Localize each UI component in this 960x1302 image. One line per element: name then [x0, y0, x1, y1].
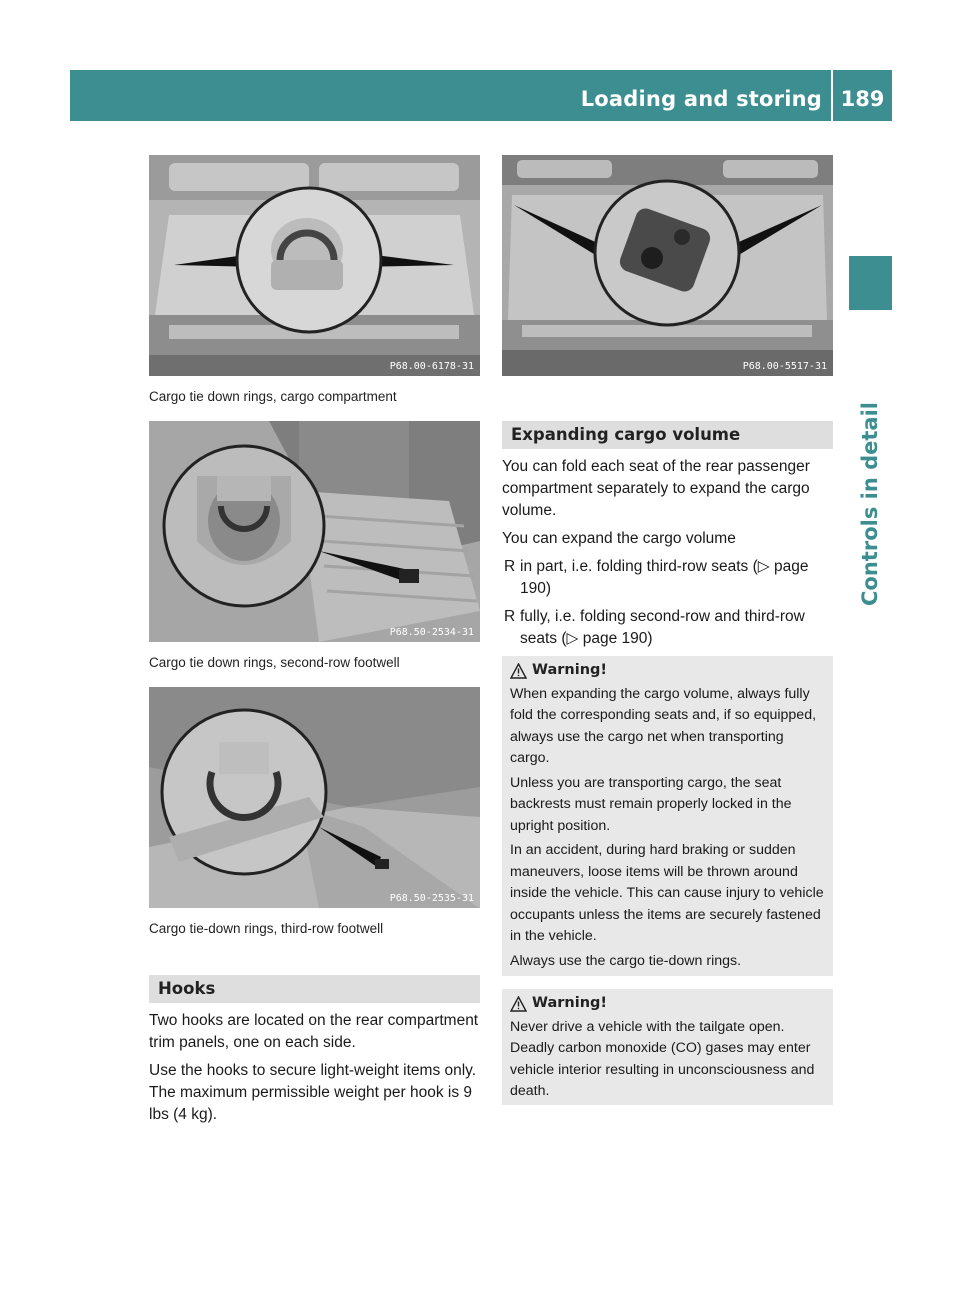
- photo-third-row-footwell: [149, 687, 480, 908]
- caption-second-row-footwell: Cargo tie down rings, second-row footwell: [149, 655, 400, 670]
- chapter-label: Controls in detail: [858, 402, 882, 606]
- warning-title: Warning!: [532, 662, 608, 678]
- expanding-bullet-list: [502, 556, 842, 650]
- bullet-marker: R: [504, 558, 516, 575]
- caption-third-row-footwell: Cargo tie-down rings, third-row footwell: [149, 921, 384, 936]
- warning-paragraph: When expanding the cargo volume, always fully fold the corresponding seats and, if so equipped, always use the cargo net when transporting cargo.: [510, 685, 817, 766]
- warning-box: [502, 656, 833, 976]
- bullet-marker: R: [504, 608, 516, 625]
- list-item: [502, 606, 842, 650]
- expanding-body: [502, 456, 842, 656]
- image-ref-code: P68.00-5517-31: [742, 361, 827, 372]
- photo-cargo-floor-ring: [502, 155, 833, 376]
- warning-paragraph: Always use the cargo tie-down rings.: [510, 952, 742, 969]
- warning-paragraph: In an accident, during hard braking or sudden maneuvers, loose items will be thrown around inside the vehicle. This can cause injury to vehicle occupants unless the items are securely fastened in the vehicle.: [510, 842, 824, 944]
- bullet-text: in part, i.e. folding third-row seats (▷ page 190): [520, 558, 809, 597]
- image-ref-code: P68.50-2535-31: [389, 893, 474, 904]
- warning-paragraph: Unless you are transporting cargo, the seat backrests must remain properly locked in the upright position.: [510, 774, 792, 834]
- warning-title: Warning!: [532, 995, 608, 1011]
- chapter-tab-marker: [849, 256, 892, 310]
- warning-paragraph: Never drive a vehicle with the tailgate open. Deadly carbon monoxide (CO) gases may enter vehicle interior resulting in unconsciousness and death.: [510, 1018, 815, 1099]
- hooks-body: [149, 1010, 489, 1132]
- photo-second-row-footwell: [149, 421, 480, 642]
- hooks-paragraph: Use the hooks to secure light-weight items only. The maximum permissible weight per hook is 9 lbs (4 kg).: [149, 1062, 477, 1123]
- warning-triangle-icon: [510, 663, 527, 679]
- expanding-lead: You can expand the cargo volume: [502, 530, 736, 547]
- section-heading-expanding-cargo: Expanding cargo volume: [502, 421, 833, 449]
- section-heading-hooks: Hooks: [149, 975, 480, 1003]
- photo-cargo-compartment: [149, 155, 480, 376]
- warning-heading: [510, 993, 827, 1015]
- page-number: 189: [840, 87, 885, 111]
- caption-cargo-compartment: Cargo tie down rings, cargo compartment: [149, 389, 397, 404]
- bullet-text: fully, i.e. folding second-row and third-row seats (▷ page 190): [520, 608, 805, 647]
- hooks-paragraph: Two hooks are located on the rear compartment trim panels, one on each side.: [149, 1012, 479, 1051]
- expanding-intro: You can fold each seat of the rear passenger compartment separately to expand the cargo volume.: [502, 458, 810, 519]
- list-item: [502, 556, 842, 600]
- warning-triangle-icon: [510, 996, 527, 1012]
- page-title: Loading and storing: [580, 87, 822, 111]
- warning-box: [502, 989, 833, 1105]
- image-ref-code: P68.00-6178-31: [389, 361, 474, 372]
- image-ref-code: P68.50-2534-31: [389, 627, 474, 638]
- warning-heading: [510, 660, 827, 682]
